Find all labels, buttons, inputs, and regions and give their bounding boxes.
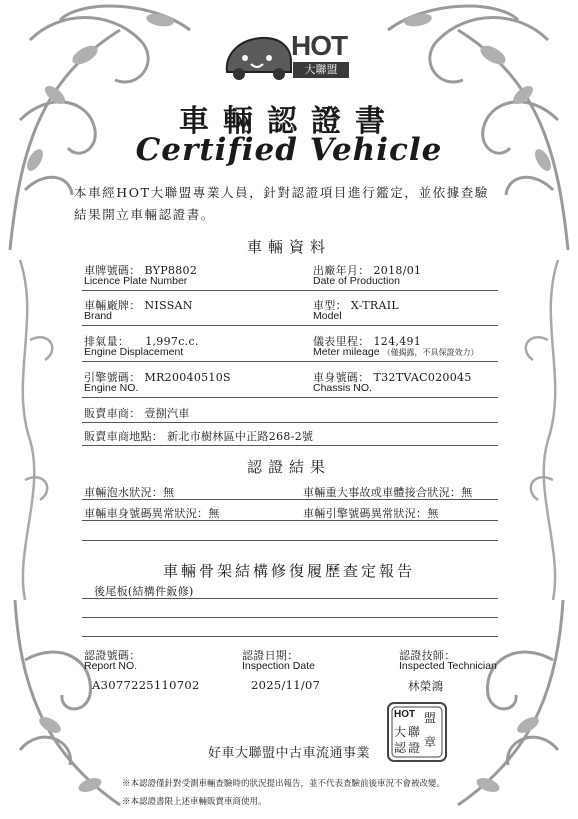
divider [82,422,498,423]
plate-label-en: Licence Plate Number [84,275,188,287]
brand-label-en: Brand [84,310,113,322]
model-label: 車型： [313,299,347,312]
divider [82,598,498,599]
engine-no-field [303,505,439,521]
stamp-text-char: 認 [394,741,407,755]
divider [82,361,498,362]
brand-value: NISSAN [144,299,193,312]
plate-value: BYP8802 [144,264,198,277]
model-label-en: Model [313,310,342,322]
technician-label-en: Inspected Technician [399,660,497,672]
divider [82,617,498,618]
mileage-en-text: Meter mileage [313,346,380,358]
divider [82,290,498,291]
divider [82,325,498,326]
accident-label: 車輛重大事故或車體接合狀況： [303,486,462,499]
production-value: 2018/01 [373,264,422,277]
stamp-text-char: 盟 [424,711,437,725]
displacement-label-en: Engine Displacement [84,346,184,358]
intro-line-1: 本車經HOT大聯盟專業人員，針對認證項目進行鑑定，並依據查驗 [74,185,489,200]
chassis-label: 車身號碼： [313,371,370,384]
engine-label: 引擎號碼： [84,371,141,384]
logo-brand: HOT [291,30,348,61]
intro-line-2: 結果開立車輛認證書。 [74,207,216,222]
brand-label: 車輛廠牌： [84,299,141,312]
mileage-value: 124,491 [373,335,422,348]
body-no-field [84,505,220,521]
stamp-text-char: 大 [394,725,407,739]
dealer-field [84,405,190,421]
accident-field [303,484,473,500]
date-value: 2025/11/07 [251,678,321,692]
date-label-en: Inspection Date [242,660,315,672]
model-value: X-TRAIL [350,299,399,312]
footer-organization: 好車大聯盟中古車流通事業 [207,745,370,760]
dealer-label: 販賣車商： [84,407,141,420]
results-section-heading: 認證結果 [246,458,331,476]
body-no-value: 無 [208,507,220,520]
intro-text [74,182,514,226]
divider [82,397,498,398]
accident-value: 無 [461,486,473,499]
vehicle-section-heading: 車輛資料 [246,238,331,256]
footer-note-1: ※本認證僅針對受測車輛查驗時的狀況提出報告，並不代表查驗前後車況不會被改變。 [122,779,446,789]
left-side-vine [0,260,70,600]
dealer-value: 壹捌汽車 [144,407,190,420]
chassis-value: T32TVAC020045 [373,371,472,384]
report-no-value: A3077225110702 [92,678,200,692]
flood-value: 無 [163,486,175,499]
stamp-text-hot: HOT [394,709,416,720]
displacement-label: 排氣量： [84,335,130,348]
plate-label: 車牌號碼： [84,264,141,277]
production-label: 出廠年月： [313,264,370,277]
body-no-label: 車輛車身號碼異常狀況： [84,507,209,520]
bottom-right-ornament [428,600,578,819]
production-label-en: Date of Production [313,275,400,287]
address-label: 販賣車商地點： [84,430,164,443]
engine-value: MR20040510S [144,371,231,384]
mileage-note: （僅揭露，不具保證效力） [382,348,479,357]
engine-label-en: Engine NO. [84,382,139,394]
stamp-text-char: 聯 [408,725,421,739]
address-field [84,428,313,444]
stamp-text-char: 章 [424,735,437,749]
footer-note-2: ※本認證書限上述車輛販賣車商使用。 [122,797,267,807]
technician-value: 林榮鴻 [408,679,444,693]
divider [82,499,498,500]
technician-label: 認證技師： [399,649,456,662]
frame-item-1: 後尾板(結構件鈑修) [94,585,194,598]
mileage-label-en [313,346,478,358]
engine-no-label: 車輛引擎號碼異常狀況： [303,507,428,520]
right-side-vine [508,260,578,600]
flood-field [84,484,174,500]
displacement-value: 1,997c.c. [145,335,199,348]
divider [82,636,498,637]
flood-label: 車輛泡水狀況： [84,486,164,499]
hot-logo [221,26,357,86]
mileage-label: 儀表里程： [313,335,370,348]
title-chinese: 車輛認證書 [179,104,399,139]
report-no-label: 認證號碼： [84,649,141,662]
chassis-label-en: Chassis NO. [313,382,372,394]
stamp-text-char: 證 [408,741,421,755]
title-english: Certified Vehicle [135,132,443,168]
report-no-label-en: Report NO. [84,660,138,672]
address-value: 新北市樹林區中正路268-2號 [167,430,314,443]
engine-no-value: 無 [427,507,439,520]
divider [82,540,498,541]
frame-section-heading: 車輛骨架結構修復履歷查定報告 [162,562,415,580]
logo-subtitle: 大聯盟 [293,62,349,78]
divider [82,520,498,521]
divider [82,445,498,446]
date-label: 認證日期： [242,649,299,662]
